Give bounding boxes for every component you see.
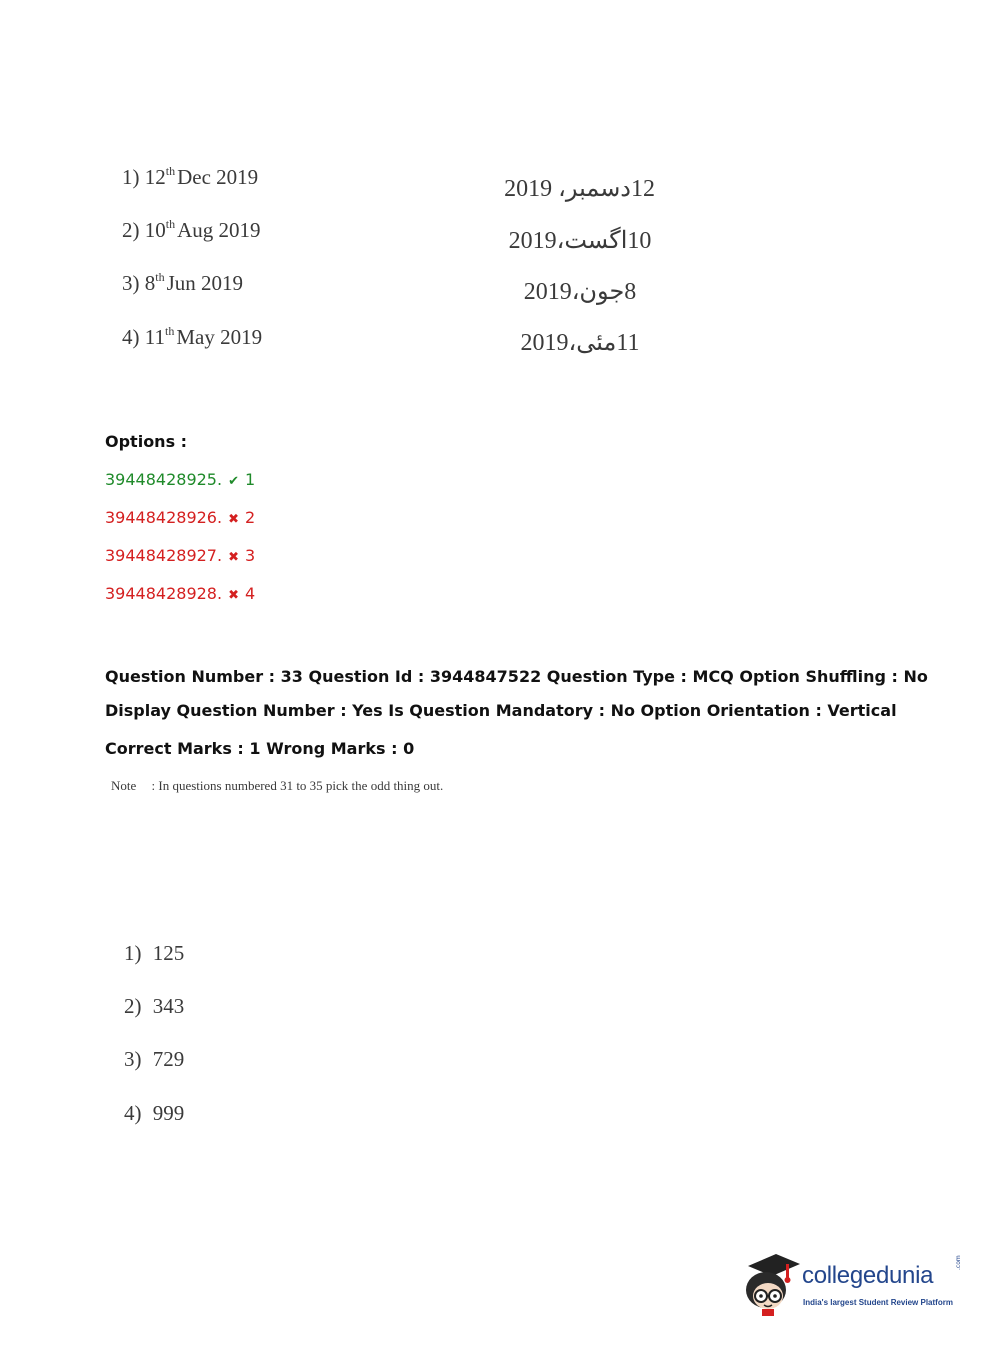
answer-row-3 — [105, 546, 255, 565]
question-meta-line-1: Question Number : 33 Question Id : 3944847522 Question Type : MCQ Option Shuffling : No — [105, 667, 928, 686]
answer-id: 39448428926. — [105, 508, 223, 527]
option-suffix: th — [165, 217, 176, 231]
brand-tagline: India's largest Student Review Platform — [803, 1298, 953, 1307]
option-number: 4) — [124, 1101, 142, 1125]
option-suffix: th — [155, 270, 165, 284]
option-day: 12 — [144, 165, 166, 189]
answer-row-4 — [105, 584, 255, 603]
options-label: Options : — [105, 432, 188, 451]
question-marks: Correct Marks : 1 Wrong Marks : 0 — [105, 739, 415, 758]
answer-id: 39448428928. — [105, 584, 223, 603]
answer-value: 3 — [244, 546, 256, 565]
cross-icon: ✖ — [228, 512, 239, 527]
mascot-icon — [742, 1250, 800, 1318]
option-suffix: th — [164, 324, 175, 338]
question-meta-line-2: Display Question Number : Yes Is Question Mandatory : No Option Orientation : Vertical — [105, 701, 897, 720]
option-number: 2) — [124, 994, 142, 1018]
answer-id: 39448428927. — [105, 546, 223, 565]
question-option-4 — [124, 1101, 184, 1126]
answer-value: 1 — [244, 470, 256, 489]
cross-icon: ✖ — [228, 550, 239, 565]
prev-option-3 — [122, 270, 243, 296]
prev-option-1 — [122, 164, 258, 190]
option-number: 3) — [122, 271, 140, 295]
prev-option-2-urdu: 10اگست،2019 — [508, 228, 652, 254]
answer-value: 4 — [244, 584, 256, 603]
option-number: 3) — [124, 1047, 142, 1071]
answer-row-1 — [105, 470, 255, 489]
answer-row-2 — [105, 508, 255, 527]
cross-icon: ✖ — [228, 588, 239, 603]
option-number: 1) — [124, 941, 142, 965]
prev-option-4 — [122, 324, 262, 350]
option-value: 125 — [152, 941, 185, 965]
question-option-2 — [124, 994, 184, 1019]
option-date: May 2019 — [176, 325, 263, 349]
question-option-3 — [124, 1047, 184, 1072]
answer-value: 2 — [244, 508, 256, 527]
collegedunia-logo — [742, 1250, 972, 1318]
prev-option-3-urdu: 8جون،2019 — [523, 279, 637, 305]
option-value: 999 — [152, 1101, 185, 1125]
answer-id: 39448428925. — [105, 470, 223, 489]
question-note — [111, 778, 443, 794]
option-value: 343 — [152, 994, 185, 1018]
option-date: Aug 2019 — [177, 218, 261, 242]
option-day: 8 — [144, 271, 156, 295]
brand-name: collegedunia — [802, 1262, 934, 1289]
option-day: 11 — [144, 325, 165, 349]
question-option-1 — [124, 941, 184, 966]
brand-suffix: .com — [955, 1255, 962, 1270]
check-icon: ✔ — [228, 474, 239, 489]
option-value: 729 — [152, 1047, 185, 1071]
prev-option-1-urdu: 12دسمبر، 2019 — [504, 176, 655, 202]
option-date: Jun 2019 — [166, 271, 244, 295]
prev-option-2 — [122, 217, 261, 243]
prev-option-4-urdu: 11مئی،2019 — [520, 330, 640, 356]
option-number: 4) — [122, 325, 140, 349]
note-label: Note — [111, 778, 137, 793]
note-text: : In questions numbered 31 to 35 pick the odd thing out. — [151, 778, 444, 793]
option-day: 10 — [144, 218, 166, 242]
option-number: 2) — [122, 218, 140, 242]
option-number: 1) — [122, 165, 140, 189]
option-suffix: th — [165, 164, 176, 178]
option-date: Dec 2019 — [177, 165, 259, 189]
